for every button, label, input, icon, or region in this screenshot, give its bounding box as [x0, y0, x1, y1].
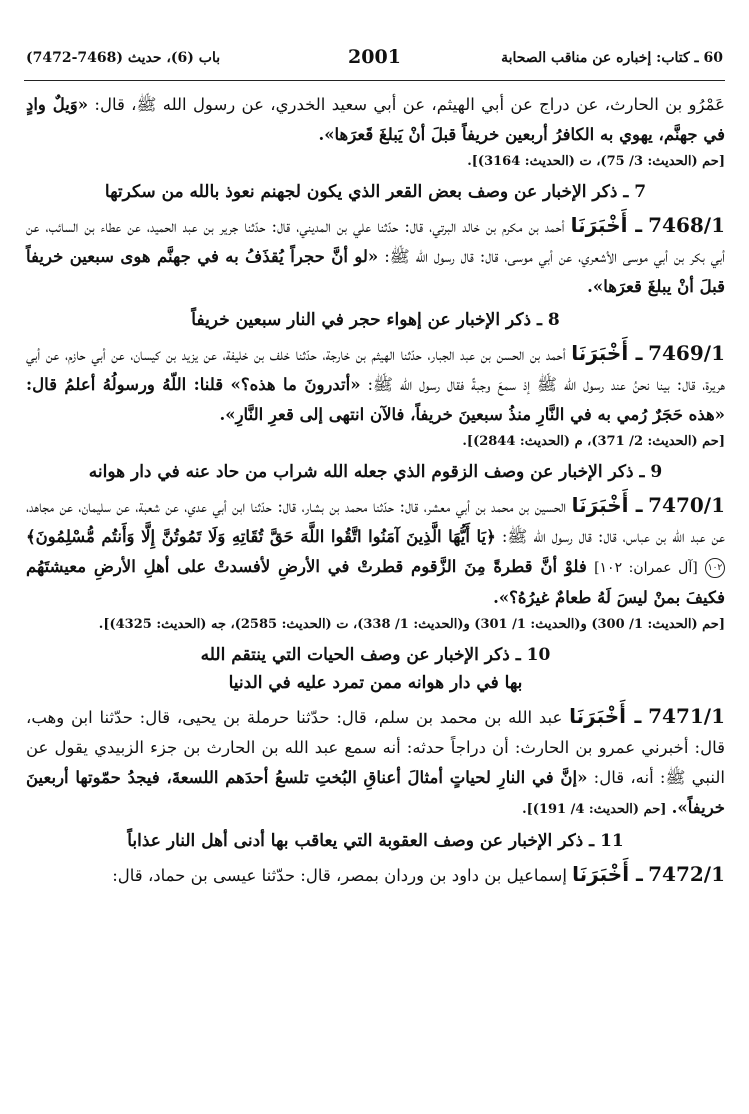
hadith-number: 7468/1 [648, 213, 726, 237]
akhbarana-label: ـ أَخْبَرَنَا [569, 704, 642, 728]
hadith-chain: أحمد بن مكرم بن خالد البرتي، قال: حدّثنا علي بن المديني، قال: حدّثنا جرير بن عبد الحميد، عن عطاء بن السائب، عن أبي بكر بن أبي موسى الأشعري، عن أبي موسى، قال: قال رسول الله ﷺ: [26, 217, 725, 266]
header-divider [24, 80, 725, 81]
intro-paragraph [26, 90, 725, 150]
intro-quote: «وَيلٌ وادٍ في جهنَّم، يهوي به الكافرُ أربعين خريفاً قبلَ أنْ يَبلغَ قَعرَها». [26, 95, 725, 144]
hadith-quote: «إنَّ في النارِ لحياتٍ أمثالَ أعناقِ البُختِ تلسعُ أحدَهم اللسعةَ، فيجدُ حمّوتها أربعينَ خريفاً». [26, 768, 725, 817]
hadith-quote: فلوْ أنَّ قطرةً مِنَ الزَّقوم قطرتْ في الأرضِ لأفسدتْ على أهلِ الأرضِ معيشتَهُم فكيفَ بمنْ ليسَ لَهُ طعامٌ غيرُهُ؟». [26, 557, 725, 607]
hadith-7470 [26, 490, 725, 613]
section-heading-line-2: بها في دار هوانه ممن تمرد عليه في الدنيا [228, 673, 523, 693]
hadith-7469 [26, 338, 725, 430]
section-heading-11: 11 ـ ذكر الإخبار عن وصف العقوبة التي يعاقب بها أدنى أهل النار عذاباً [127, 831, 624, 851]
ayah-number-marker: ١٠٢ [705, 558, 725, 578]
akhbarana-label: ـ أَخْبَرَنَا [570, 213, 643, 237]
intro-text: عَمْرُو بن الحارث، عن دراج عن أبي الهيثم، عن أبي سعيد الخدري، عن رسول الله ﷺ، قال: [94, 95, 725, 114]
section-heading-line-1: 10 ـ ذكر الإخبار عن وصف الحيات التي ينتقم الله [200, 645, 551, 665]
page-body [26, 90, 725, 891]
hadith-chain: الحسين بن محمد بن أبي معشر، قال: حدّثنا محمد بن بشار، قال: حدّثنا ابن أبي عدي، عن شعبة، عن سليمان، عن مجاهد، عن عبد الله بن عباس، قال: قال رسول الله ﷺ: [26, 497, 725, 546]
page-number: 2001 [348, 46, 401, 68]
hadith-chain: إسماعيل بن داود بن وردان بمصر، قال: حدّثنا عيسى بن حماد، قال: [112, 866, 567, 885]
intro-reference: [حم (الحديث: 3/ 75)، ت (الحديث: 3164)]. [467, 154, 725, 169]
section-heading-8: 8 ـ ذكر الإخبار عن إهواء حجر في النار سبعين خريفاً [191, 310, 560, 330]
akhbarana-label: ـ أَخْبَرَنَا [571, 493, 643, 517]
quran-source: [آل عمران: ١٠٢] [594, 560, 698, 576]
hadith-7468 [26, 210, 725, 302]
hadith-chain: أحمد بن الحسن بن عبد الجبار، حدّثنا الهيثم بن خارجة، حدّثنا خلف بن خليفة، عن يزيد بن كيسان، عن أبي حازم، عن أبي هريرة، قال: بينا نحنُ عند رسول الله ﷺ إذ سمعَ وجبةً فقال رسول الله ﷺ: [26, 345, 726, 394]
quran-verse: ﴿يَا أَيُّهَا الَّذِينَ آمَنُوا اتَّقُوا اللَّهَ حَقَّ تُقَاتِهِ وَلَا تَمُوتُنَّ إِلَّا وَأَنتُم مُّسْلِمُونَ﴾ [26, 527, 496, 546]
page-header [22, 46, 727, 76]
hadith-7471 [26, 701, 725, 823]
hadith-number: 7472/1 [648, 862, 725, 886]
hadith-number: 7470/1 [648, 493, 726, 517]
hadith-quote: «أتدرونَ ما هذه؟» قلنا: اللّهُ ورسولُهُ أعلمُ قال: «هذه حَجَرٌ رُمي به في النَّارِ منذُ سبعينَ خريفاً، فالآن انتهى إلى قعرِ النَّارِ». [26, 375, 725, 424]
hadith-number: 7471/1 [648, 704, 725, 728]
header-book-title: 60 ـ كتاب: إخباره عن مناقب الصحابة [501, 50, 723, 66]
hadith-number: 7469/1 [648, 341, 725, 365]
hadith-reference: [حم (الحديث: 4/ 191)]. [522, 802, 667, 817]
section-heading-7: 7 ـ ذكر الإخبار عن وصف بعض القعر الذي يكون لجهنم نعوذ بالله من سكرتها [104, 182, 647, 202]
hadith-chain: عبد الله بن محمد بن سلم، قال: حدّثنا حرملة بن يحيى، قال: حدّثنا ابن وهب، قال: أخبرني عمرو بن الحارث: أن دراجاً حدثه: أنه سمع عبد الله بن الحارث بن جزء الزبيدي يقول عن النبي ﷺ: أنه، قال: [26, 708, 725, 787]
akhbarana-label: ـ أَخْبَرَنَا [571, 341, 643, 365]
header-chapter-ref: باب (6)، حديث (7468-7472) [26, 50, 221, 66]
section-heading-9: 9 ـ ذكر الإخبار عن وصف الزقوم الذي جعله الله شراب من حاد عنه في دار هوانه [88, 462, 663, 482]
akhbarana-label: ـ أَخْبَرَنَا [572, 862, 643, 886]
hadith-reference: [حم (الحديث: 2/ 371)، م (الحديث: 2844)]. [462, 434, 725, 449]
section-heading-10 [26, 641, 725, 697]
hadith-7472 [26, 859, 725, 891]
hadith-reference: [حم (الحديث: 1/ 300) و(الحديث: 1/ 301) و(الحديث: 1/ 338)، ت (الحديث: 2585)، جه (الحديث: 4325)]. [98, 617, 725, 632]
hadith-quote: «لو أنَّ حجراً يُقذَفُ به في جهنَّم هوى سبعين خريفاً قبلَ أنْ يبلغَ قعرَها». [26, 247, 725, 296]
